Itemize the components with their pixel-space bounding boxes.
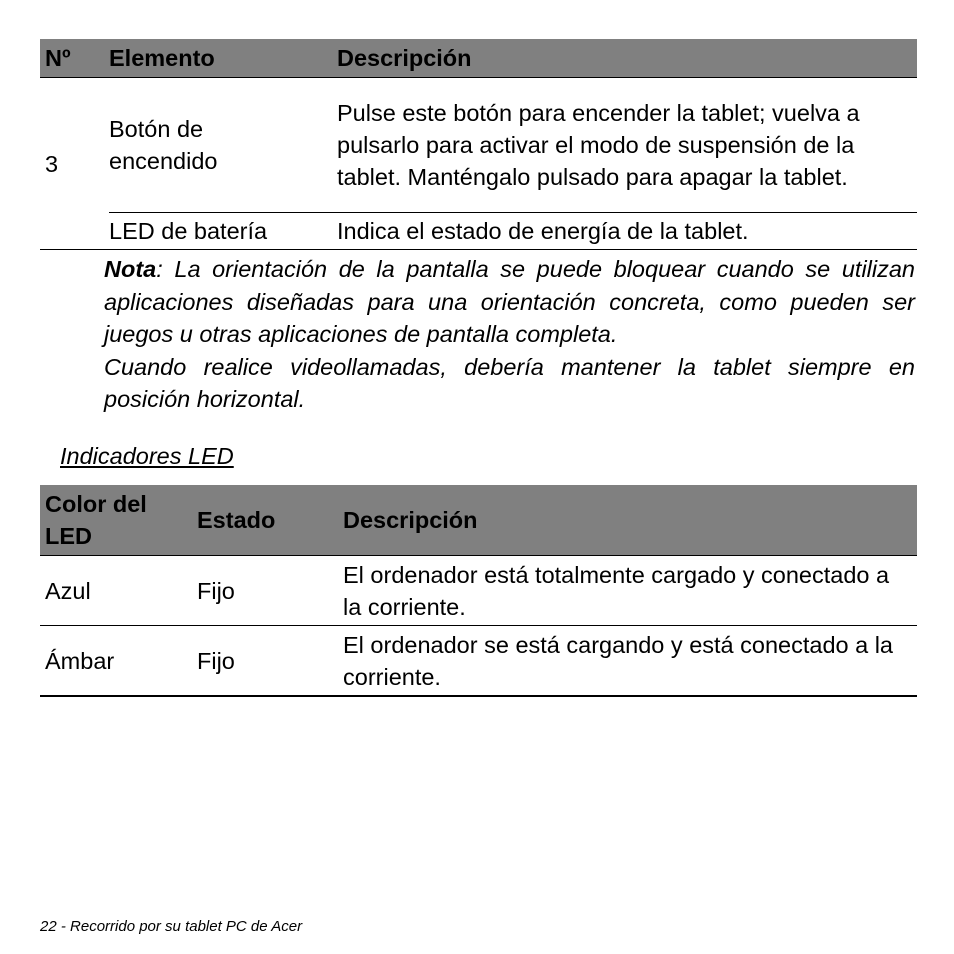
table-row [40, 626, 917, 697]
row-color: Azul [40, 556, 192, 626]
section-title: Indicadores LED [60, 443, 234, 469]
header-state: Estado [192, 485, 338, 556]
note-label: Nota [104, 256, 157, 282]
row-number: 3 [40, 78, 109, 250]
note-paragraph [104, 253, 915, 351]
components-table [40, 39, 917, 250]
row-color: Ámbar [40, 626, 192, 697]
row-element: LED de batería [109, 213, 337, 250]
header-color: Color del LED [40, 485, 192, 556]
led-table-header [40, 485, 917, 556]
row-element: Botón de encendido [109, 78, 337, 213]
page-footer: 22 - Recorrido por su tablet PC de Acer [40, 918, 303, 935]
header-description: Descripción [337, 39, 917, 78]
header-number: Nº [40, 39, 109, 78]
header-element: Elemento [109, 39, 337, 78]
led-table [40, 485, 917, 697]
header-description: Descripción [338, 485, 917, 556]
table-row [40, 213, 917, 250]
components-table-header [40, 39, 917, 78]
note-paragraph: Cuando realice videollamadas, debería mantener la tablet siempre en posición horizontal. [104, 353, 915, 412]
row-description: El ordenador se está cargando y está conectado a la corriente. [338, 626, 917, 697]
table-row [40, 78, 917, 213]
row-description: Indica el estado de energía de la tablet. [337, 213, 917, 250]
row-state: Fijo [192, 556, 338, 626]
row-description: Pulse este botón para encender la tablet; vuelva a pulsarlo para activar el modo de suspensión de la tablet. Manténgalo pulsado para apagar la tablet. [337, 78, 917, 213]
row-description: El ordenador está totalmente cargado y conectado a la corriente. [338, 556, 917, 626]
note-text: : La orientación de la pantalla se puede bloquear cuando se utilizan aplicaciones diseñadas para una orientación concreta, como pueden ser juegos u otras aplicaciones de pantalla completa. [104, 256, 915, 347]
note-block [104, 253, 915, 416]
table-row [40, 556, 917, 626]
row-state: Fijo [192, 626, 338, 697]
